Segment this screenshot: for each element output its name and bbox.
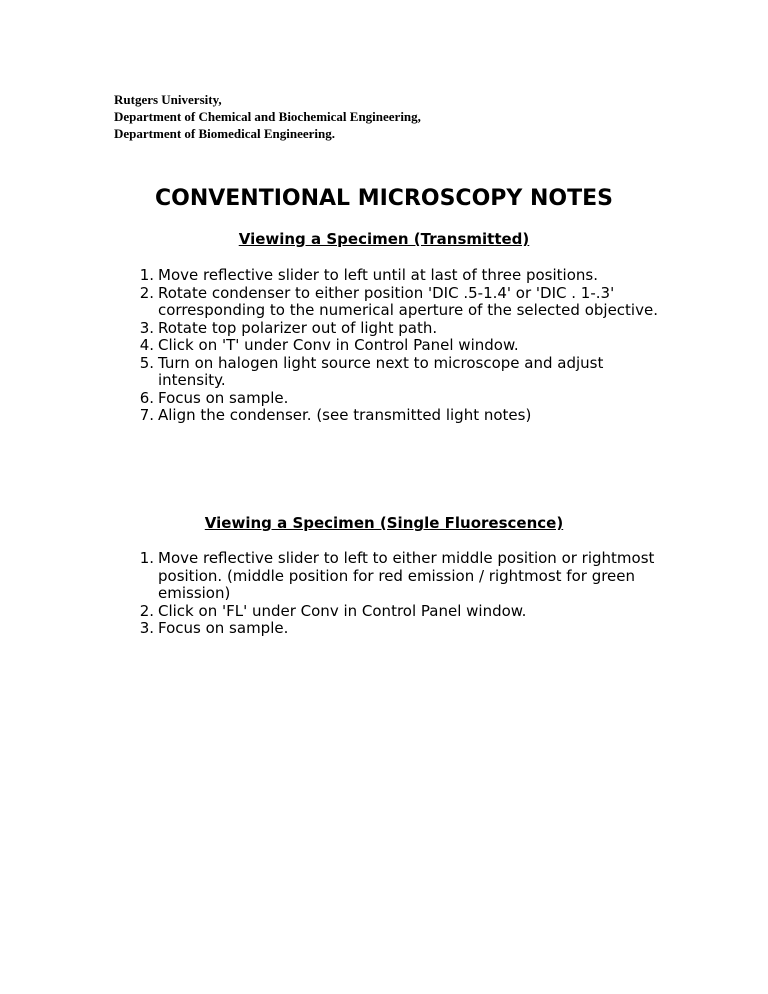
step-number: 2. — [139, 601, 154, 620]
list-item — [139, 318, 658, 338]
section-heading-fluorescence: Viewing a Specimen (Single Fluorescence) — [204, 514, 564, 532]
list-item — [139, 266, 658, 285]
step-number: 7. — [139, 406, 154, 424]
step-text: Move reflective slider to left to either middle position or rightmost position. (middle position for red emission / rightmost for green emission) — [158, 549, 655, 602]
list-item — [139, 549, 658, 603]
affiliation-university: Rutgers University, — [114, 92, 222, 107]
list-item — [139, 336, 658, 355]
step-number: 2. — [139, 283, 154, 302]
step-text: Focus on sample. — [158, 619, 289, 637]
step-number: 6. — [139, 388, 154, 407]
step-number: 3. — [139, 318, 154, 337]
list-item — [139, 283, 658, 320]
step-text: Turn on halogen light source next to microscope and adjust intensity. — [158, 353, 604, 389]
step-number: 4. — [139, 336, 154, 354]
steps-list-transmitted — [139, 266, 658, 425]
step-number: 1. — [139, 266, 154, 284]
step-number: 3. — [139, 619, 154, 637]
step-text: Align the condenser. (see transmitted light notes) — [158, 406, 532, 424]
document-title: CONVENTIONAL MICROSCOPY NOTES — [154, 186, 613, 211]
list-item — [139, 406, 658, 425]
step-text: Click on 'T' under Conv in Control Panel window. — [158, 336, 519, 354]
step-text: Click on 'FL' under Conv in Control Panel window. — [158, 601, 527, 620]
list-item — [139, 619, 658, 638]
steps-list-fluorescence — [139, 549, 658, 638]
step-text: Rotate condenser to either position 'DIC .5-1.4' or 'DIC . 1-.3' corresponding to the numerical aperture of the selected objective. — [158, 283, 658, 319]
step-number: 1. — [139, 549, 154, 567]
section-heading-transmitted: Viewing a Specimen (Transmitted) — [238, 230, 530, 248]
list-item — [139, 388, 658, 408]
list-item — [139, 353, 658, 390]
affiliation-block — [114, 91, 421, 142]
step-number: 5. — [139, 353, 154, 372]
affiliation-department-biomedical: Department of Biomedical Engineering. — [114, 126, 335, 141]
step-text: Rotate top polarizer out of light path. — [158, 318, 438, 337]
step-text: Move reflective slider to left until at last of three positions. — [158, 266, 598, 284]
list-item — [139, 601, 658, 621]
affiliation-department-chemical: Department of Chemical and Biochemical Engineering, — [114, 109, 421, 124]
step-text: Focus on sample. — [158, 388, 289, 407]
